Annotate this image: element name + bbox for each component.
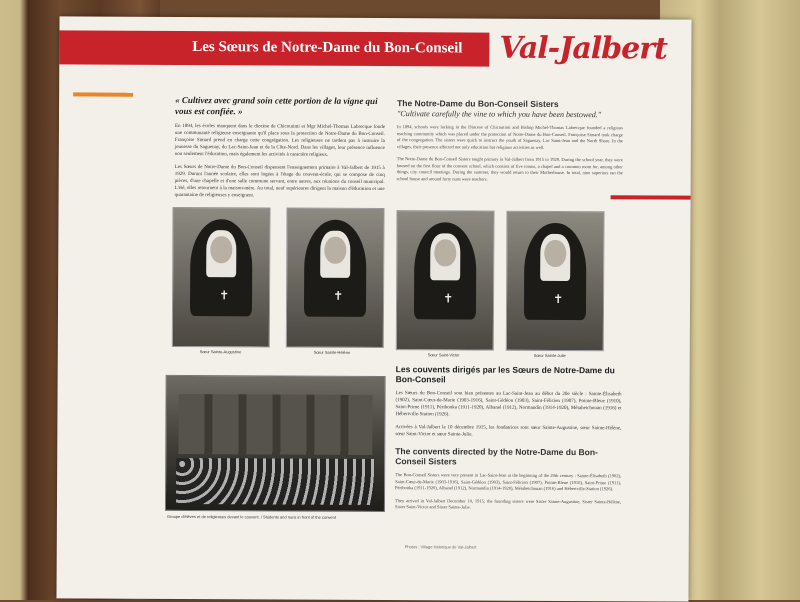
portrait-caption: Sœur Sainte-Hélène — [313, 349, 351, 355]
accent-bar-left — [73, 92, 133, 96]
interpretive-panel — [56, 16, 691, 601]
english-paragraph: In 1894, schools were lacking in the Diocese of Chicoutimi and Bishop Michel-Thomas Labrecque founded a religious teaching community which was placed under the protection of Notre-Dame du Bon-Conseil. Françoise Simard took charge of the congregation. The sisters were quick to instruct the youth of Saguenay, Lac Saint-Jean and the North Shore. In the villages, their presence affected not only education but religious activities as well. — [396, 124, 623, 150]
french-intro — [175, 95, 386, 200]
english-intro — [397, 98, 623, 183]
french-paragraph: En 1894, les écoles manquent dans le diocèse de Chicoutimi et Mgr Michel-Thomas Labrecque fonde une communauté religieuse enseignante qu'il place sous la protection de Notre-Dame du Bon-Conseil. Françoise Simard prend en charge cette congrégation. Les religieuses ne tardent pas à instruire la jeunesse du Saguenay, du Lac-Saint-Jean et de la Côte-Nord. Dans les villages, leur présence influence non seulement l'éducation, mais également les activités à caractère religieux. — [174, 123, 385, 158]
convents-section — [395, 364, 622, 512]
english-heading: The Notre-Dame du Bon-Conseil Sisters — [397, 98, 559, 109]
convents-paragraph-en: They arrived in Val-Jalbert December 10, 1915; the founding sisters were Sister Sainte-Augustine, Sister Sainte-Hélène, Sister Saint-Victor and Sister Sainte-Julie. — [394, 497, 622, 510]
english-quote: "Cultivate carefully the vine to which you have been bestowed." — [396, 109, 602, 120]
portrait-caption: Sœur Sainte-Augustine — [199, 349, 242, 355]
portrait-photo: ✝ — [286, 208, 385, 349]
convents-paragraph-en: The Bon-Conseil Sisters were very present in Lac-Saint-Jean at the beginning of the 20th century : Sainte-Élisabeth (1902), Saint-Cœur-de-Marie (1903-1916), Saint-Gédéon (1903), Saint-Félicien (1907), Pointe-Bleue (1910), Saint-Prime (1911), Péribonka (1911-1920), Albanel (1912), Normandin (1914-1920), Métabetchouan (1916) and Hébertville-Station (1926). — [395, 472, 622, 492]
portrait-photo: ✝ — [172, 207, 271, 348]
convents-heading-en: The convents directed by the Notre-Dame du Bon-Conseil Sisters — [395, 446, 598, 467]
portrait-photo: ✝ — [506, 211, 605, 352]
accent-bar-right — [611, 195, 691, 199]
portrait-caption: Sœur Sainte-Julie — [533, 352, 566, 359]
photo-credit: Photos : Village historique de Val-Jalbert — [404, 544, 477, 550]
group-photo-caption: Groupe d'élèves et de religieuses devant le couvent. / Students and nuns in front of the convent — [166, 513, 337, 520]
french-quote: « Cultivez avec grand soin cette portion de la vigne qui vous est confiée. » — [175, 94, 378, 117]
val-jalbert-logo: Val-Jalbert — [499, 30, 668, 67]
portrait-caption: Sœur Saint-Victor — [427, 352, 460, 358]
group-photo — [165, 375, 386, 512]
convents-paragraph-fr: Les Sœurs du Bon-Conseil sont bien présentes au Lac-Saint-Jean au début du 20e siècle : Sainte-Élisabeth (1902), Saint-Cœur-de-Marie (1903-1916), Saint-Gédéon (1903), Saint-Félicien (1907), Pointe-Bleue (1910), Saint-Prime (1911), Péribonka (1911-1920), Albanel (1912), Normandin (1914-1920), Métabetchouan (1916) et Hébertville-Station (1926). — [395, 391, 622, 418]
convents-paragraph-fr: Arrivées à Val-Jalbert le 10 décembre 1915, les fondatrices sont sœur Sainte-Augustine, sœur Sainte-Hélène, sœur Saint-Victor et sœur Sainte-Julie. — [395, 425, 622, 438]
french-paragraph: Les Sœurs de Notre-Dame du Bon-Conseil dispensent l'enseignement primaire à Val-Jalbert de 1915 à 1929. Durant l'année scolaire, elles sont logées à l'étage du couvent-école, qui se compose de cinq pièces, d'une chapelle et d'une salle commune servant, entre autres, aux réunions du conseil municipal. L'été, elles retournent à la maison-mère. Au total, neuf supérieures dirigent la maison d'éducation et une quarantaine de religieuses y enseignent. — [174, 164, 385, 199]
english-paragraph: The Notre-Dame du Bon-Conseil Sisters taught primary in Val-Jalbert from 1915 to 1929. During the school year, they were housed on the first floor of the convent school, which consists of five rooms, a chapel and a common room for, among other things, city council meetings. During the summer, they would return to their Motherhouse. In total, nine superiors ran the school house and around forty nuns were teachers. — [396, 156, 623, 182]
portrait-photo: ✝ — [396, 210, 495, 351]
panel-title: Les Sœurs de Notre-Dame du Bon-Conseil — [192, 39, 463, 57]
convents-heading-fr: Les couvents dirigés par les Sœurs de Notre-Dame du Bon-Conseil — [395, 364, 615, 385]
